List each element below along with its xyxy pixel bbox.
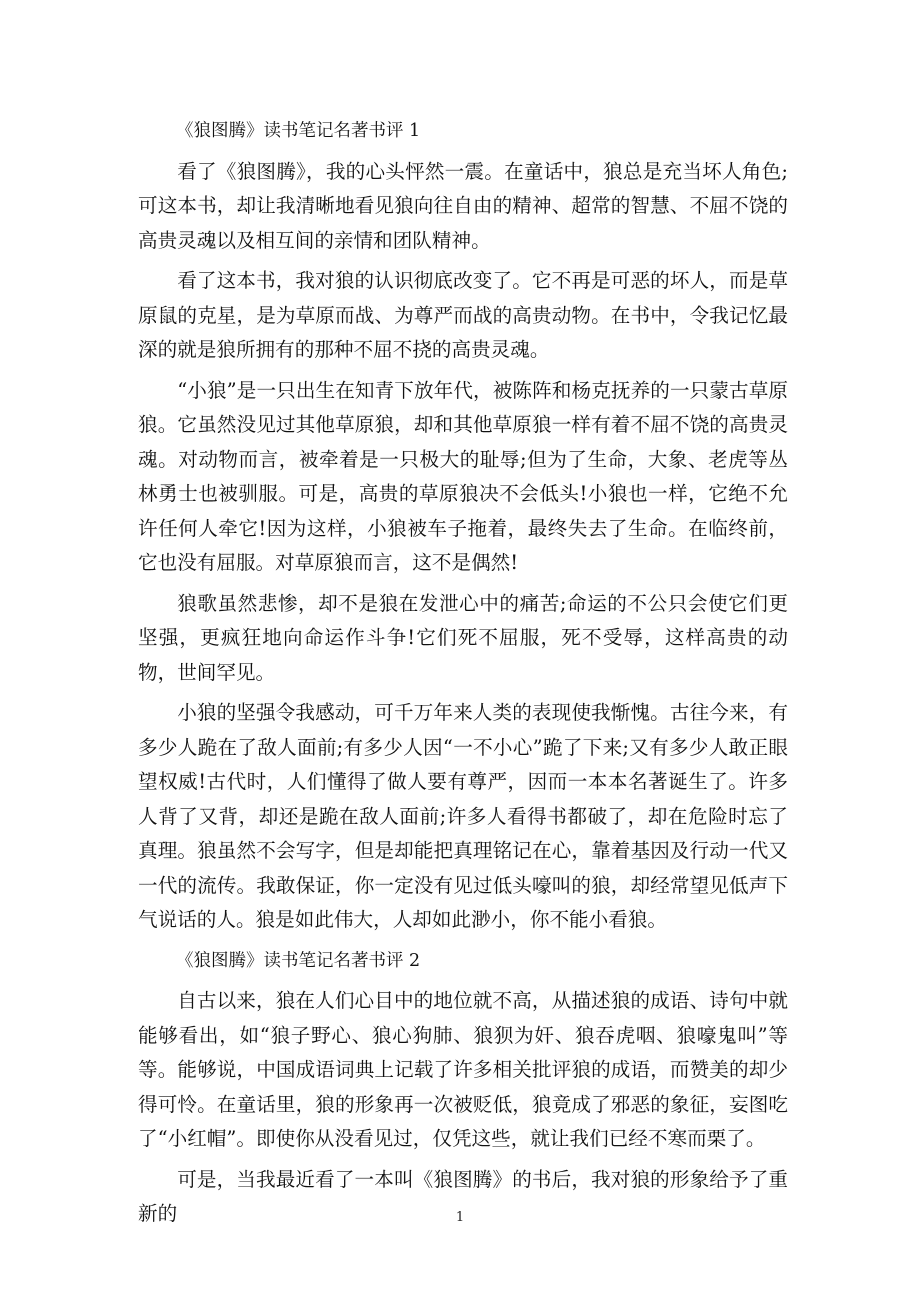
section-title: 《狼图腾》读书笔记名著书评 2	[176, 950, 421, 971]
paragraph: 狼歌虽然悲惨，却不是狼在发泄心中的痛苦;命运的不公只会使它们更坚强，更疯狂地向命运作斗争!它们死不屈服，死不受辱，这样高贵的动物，世间罕见。	[138, 591, 788, 684]
page-number: 1	[455, 1210, 465, 1225]
paragraph: 自古以来，狼在人们心目中的地位就不高，从描述狼的成语、诗句中就能够看出，如“狼子野心、狼心狗肺、狼狈为奸、狼吞虎咽、狼嚎鬼叫”等等。能够说，中国成语词典上记载了许多相关批评狼的成语，而赞美的却少得可怜。在童话里，狼的形象再一次被贬低，狼竟成了邪恶的象征，妄图吃了“小红帽”。即使你从没看见过，仅凭这些，就让我们已经不寒而栗了。	[138, 989, 788, 1150]
document-body	[138, 114, 788, 1232]
paragraph: 可是，当我最近看了一本叫《狼图腾》的书后，我对狼的形象给予了重新的	[138, 1167, 788, 1225]
section-title: 《狼图腾》读书笔记名著书评 1	[176, 121, 421, 141]
paragraph: 看了《狼图腾》，我的心头怦然一震。在童话中，狼总是充当坏人角色;可这本书，却让我清晰地看见狼向往自由的精神、超常的智慧、不屈不饶的高贵灵魂以及相互间的亲情和团队精神。	[138, 159, 788, 252]
paragraph: “小狼”是一只出生在知青下放年代，被陈阵和杨克抚养的一只蒙古草原狼。它虽然没见过其他草原狼，却和其他草原狼一样有着不屈不饶的高贵灵魂。对动物而言，被牵着是一只极大的耻辱;但为了生命，大象、老虎等丛林勇士也被驯服。可是，高贵的草原狼决不会低头!小狼也一样，它绝不允许任何人牵它!因为这样，小狼被车子拖着，最终失去了生命。在临终前，它也没有屈服。对草原狼而言，这不是偶然!	[138, 378, 788, 574]
paragraph: 看了这本书，我对狼的认识彻底改变了。它不再是可恶的坏人，而是草原鼠的克星，是为草原而战、为尊严而战的高贵动物。在书中，令我记忆最深的就是狼所拥有的那种不屈不挠的高贵灵魂。	[138, 269, 788, 361]
paragraph: 小狼的坚强令我感动，可千万年来人类的表现使我惭愧。古往今来，有多少人跪在了敌人面前;有多少人因“一不小心”跪了下来;又有多少人敢正眼望权威!古代时，人们懂得了做人要有尊严，因而一本本名著诞生了。许多人背了又背，却还是跪在敌人面前;许多人看得书都破了，却在危险时忘了真理。狼虽然不会写字，但是却能把真理铭记在心，靠着基因及行动一代又一代的流传。我敢保证，你一定没有见过低头嚎叫的狼，却经常望见低声下气说话的人。狼是如此伟大，人却如此渺小，你不能小看狼。	[138, 701, 788, 931]
